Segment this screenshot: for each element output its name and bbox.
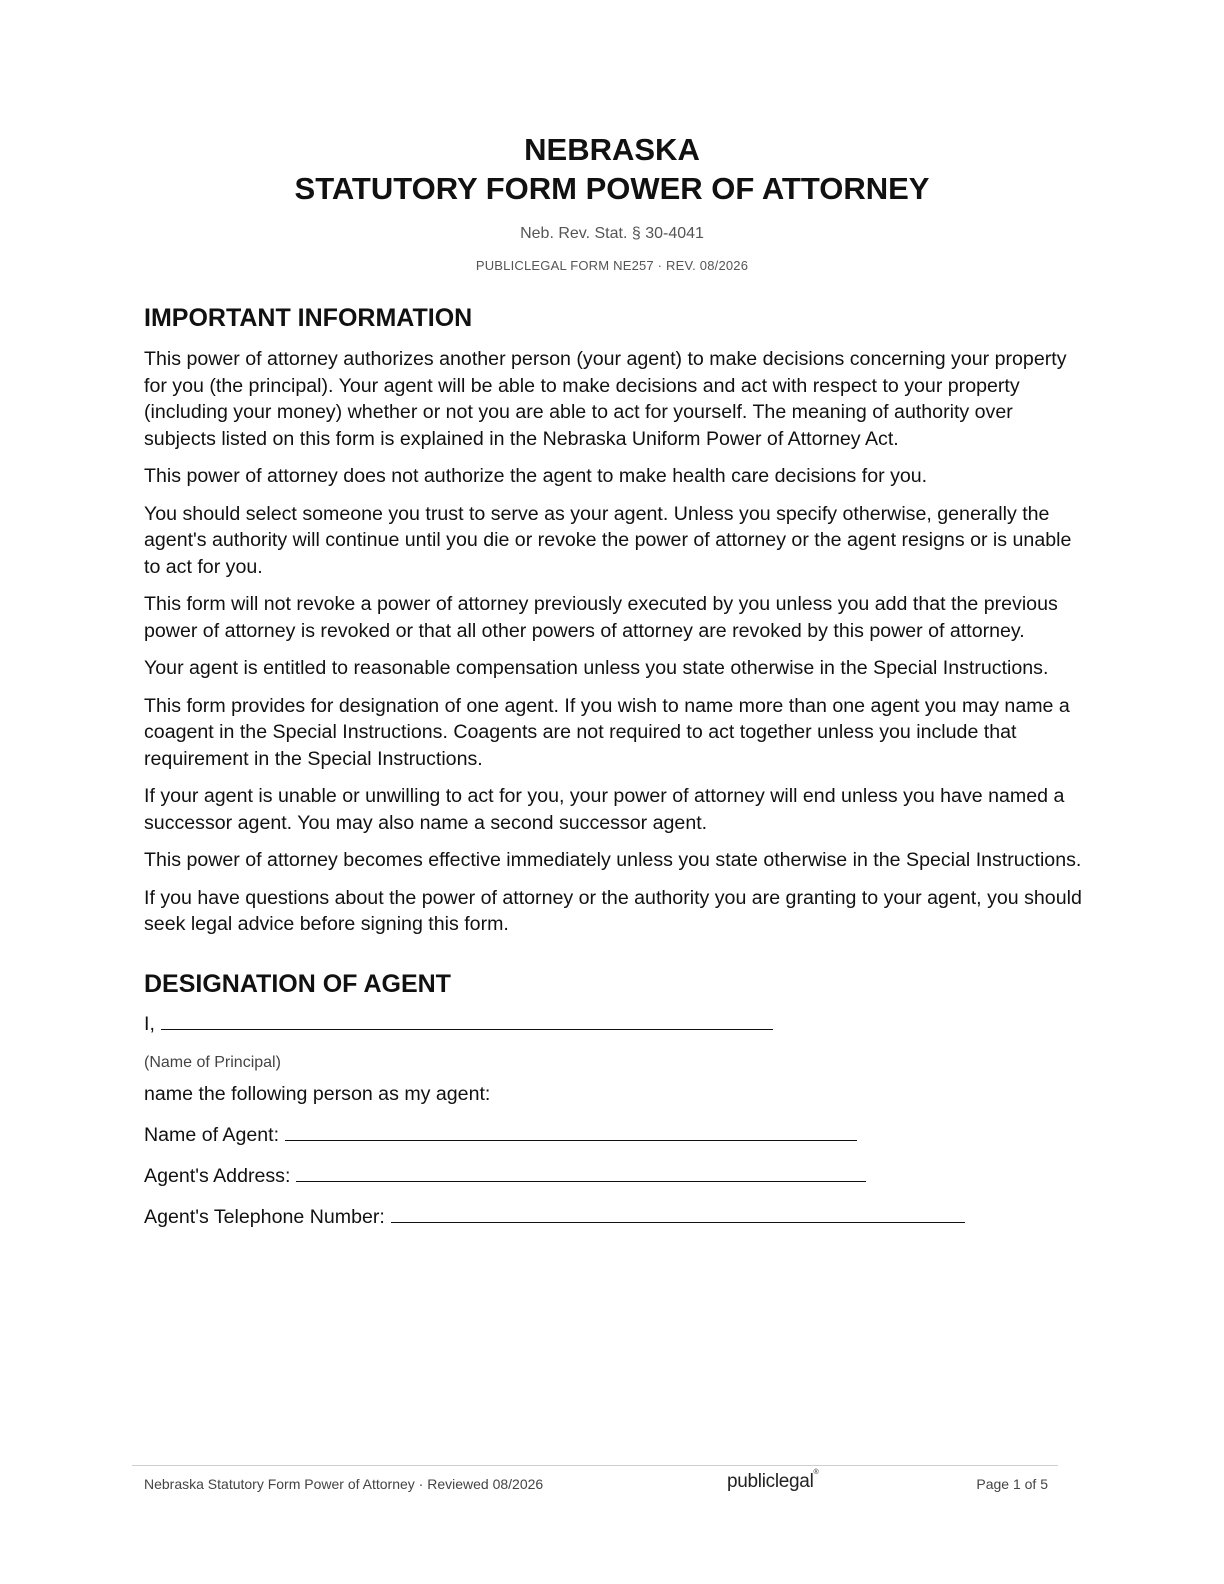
- important-information-section: [144, 301, 1084, 938]
- info-paragraph: This form will not revoke a power of attorney previously executed by you unless you add that the previous power of attorney is revoked or that all other powers of attorney are revoked by this power of attorney.: [144, 593, 1058, 642]
- info-paragraph: Your agent is entitled to reasonable compensation unless you state otherwise in the Special Instructions.: [144, 657, 1049, 679]
- agent-address-row: [144, 1161, 1084, 1189]
- agent-address-label: Agent's Address:: [144, 1164, 291, 1187]
- info-paragraph: This power of attorney becomes effective immediately unless you state otherwise in the Special Instructions.: [144, 849, 1082, 871]
- agent-phone-label: Agent's Telephone Number:: [144, 1205, 385, 1228]
- important-information-heading: IMPORTANT INFORMATION: [144, 304, 473, 332]
- designation-heading: DESIGNATION OF AGENT: [144, 969, 451, 998]
- document-body: [144, 301, 1084, 1230]
- agent-name-row: [144, 1120, 1084, 1148]
- principal-name-row: [144, 1009, 1084, 1037]
- agent-phone-row: [144, 1202, 1084, 1230]
- footer-form-title: Nebraska Statutory Form Power of Attorney · Reviewed 08/2026: [144, 1476, 544, 1492]
- info-paragraph: If your agent is unable or unwilling to act for you, your power of attorney will end unless you have named a successor agent. You may also name a second successor agent.: [144, 785, 1065, 834]
- agent-name-field[interactable]: [285, 1120, 857, 1141]
- info-paragraph: You should select someone you trust to serve as your agent. Unless you specify otherwise, generally the agent's authority will continue until you die or revoke the power of attorney or the agent resigns or is unable to act for you.: [144, 502, 1072, 578]
- info-paragraph: This power of attorney authorizes another person (your agent) to make decisions concerning your property for you (the principal). Your agent will be able to make decisions and act with respect to your property (including your money) whether or not you are able to act for yourself. The meaning of authority over subjects listed on this form is explained in the Nebraska Uniform Power of Attorney Act.: [144, 348, 1067, 450]
- info-paragraph: This form provides for designation of one agent. If you wish to name more than one agent you may name a coagent in the Special Instructions. Coagents are not required to act together unless you include that requirement in the Special Instructions.: [144, 694, 1070, 770]
- document-header: [0, 130, 1224, 274]
- principal-name-field[interactable]: [161, 1009, 773, 1030]
- statute-citation: Neb. Rev. Stat. § 30-4041: [520, 225, 704, 242]
- agent-address-field[interactable]: [296, 1161, 866, 1182]
- info-paragraph: If you have questions about the power of attorney or the authority you are granting to your agent, you should seek legal advice before signing this form.: [144, 886, 1082, 935]
- agent-phone-field[interactable]: [391, 1202, 965, 1223]
- agent-name-label: Name of Agent:: [144, 1123, 280, 1146]
- logo-text: publiclegal: [727, 1471, 814, 1492]
- naming-statement: name the following person as my agent:: [144, 1082, 491, 1105]
- title-state: NEBRASKA: [524, 132, 700, 167]
- principal-prefix: I,: [144, 1012, 155, 1035]
- page-number: Page 1 of 5: [976, 1476, 1048, 1492]
- page-footer: [132, 1465, 1058, 1492]
- form-code: PUBLICLEGAL FORM NE257 · REV. 08/2026: [475, 258, 749, 273]
- publiclegal-logo: [727, 1471, 818, 1493]
- registered-mark-icon: ®: [813, 1469, 819, 1476]
- info-paragraph: This power of attorney does not authorize the agent to make health care decisions for you.: [144, 465, 928, 487]
- principal-name-caption: (Name of Principal): [144, 1053, 281, 1071]
- title-form-name: STATUTORY FORM POWER OF ATTORNEY: [294, 171, 930, 206]
- designation-of-agent-section: [144, 967, 1084, 1230]
